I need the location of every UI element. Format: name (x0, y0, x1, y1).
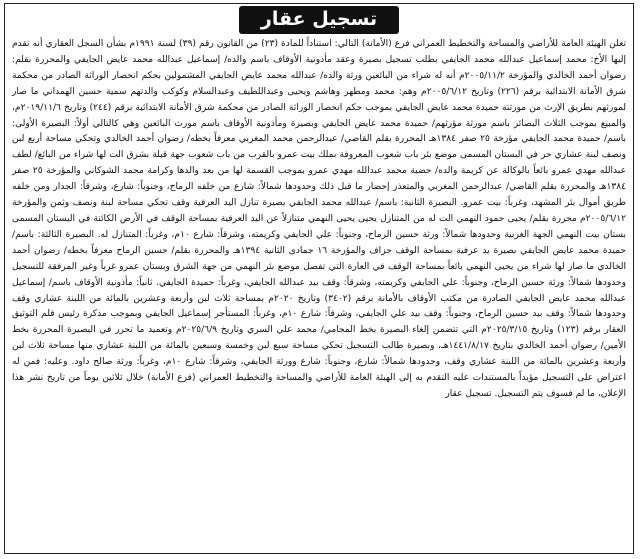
notice-box (4, 3, 634, 554)
notice-body: تعلن الهيئة العامة للأراضي والمساحة والتخطيط العمراني فرع (الأمانة) التالي: استناداً للمادة (٢٣) من القانون رقم (٣٩) لسنة ١٩٩١م بشأن السجل العقاري أنه تقدم إليها الأخ: محمد إسماعيل عبدالله محمد الجايفي بطلب تسجيل بصيرة وعقد مأذونية الأوقاف باسم والده/ إسماعيل عبدالله محمد عايض الجايفي والمحررة بقلم: رضوان أحمد الخالدي والمؤرخة ٢٠٠٥/١١/٢م أنه له شراء من البائعين ورثة والده/ عبدالله محمد عايض الجايفي المشمولين بحكم انحصار الوراثة الصادر من محكمة شرق الأمانة الابتدائية برقم (٢٢٦) وتاريخ ٢٠٠٥/٦/١٢م وهم: محمد ومطهر وهاشم ويحيى وعبداللطيف وعبدالسلام وكوكب والدتهم سمية حسين الهمداني ما صار لمورثهم بطريق الإرث من مورثته حميدة محمد عايض الجايفي بموجب حكم انحصار الوراثة الصادر من محكمة شرق الأمانة الابتدائية برقم (٢٤٤) وتاريخ ٢٠١٩/١١/٦م، والمبيع بموجب الثلاث البصائر باسم مورثة مؤرثهم/ حميدة محمد عايض الجايفي وبصيرة ومأذونية الأوقاف باسم مورث البائعين وهي كالتالي أولاً: البصيرة الأولى: باسم/ حميدة محمد الجايفي مؤرخة ٢٥ صفر ١٣٨٤هـ المحررة بقلم القاضي/ عبدالرحمن محمد المغربي معرفاً بخطه/ رضوان أحمد الخالدي وتحكي مساحة أربع لبن ونصف لبنة عشاري حر في البستان المسمى موضع بئر باب شعوب المعروفة بملك بيت عمرو بالقرب من باب شعوب جهة قبلة بشرق الت لها شراء من البائع/ لطف عبدالله مهدي عمرو بائعاً بالوكالة عن كريمة والده/ حضية محمد عبدالله مهدي عمرو بموجب القسمة لها من بعد والدها وكرامة محمد الشوكاني والمؤرخة ٢٥ صفر ١٣٨٤هـ والمحررة بقلم القاضي/ عبدالرحمن المغربي والمتعذر إحضار ما قبل ذلك وحدودها شمالاً: شارع من خلفه الرماح، وجنوباً: شارع، وشرقاً: الجدار ومن خلفه طريق أموال بئر المشهد، وغرباً: بيت عمرو. البصيرة الثانية: باسم/ عبدالله محمد الجايفي بصيرة تنازل اليد العرفية وقف تحكي مساحة لبنة ونصف وثمن والمؤرخة ٢٠٠٥/٦/١٢م محررة بقلم/ يحيى حمود النهمي الت له من المتنازل يحيى يحيى النهمي متنازلاً عن اليد العرفية بمساحة الوقف في الأرض الكائنة في البستان المسمى بستان بيت النهمي الجهة الغربية وحدودها شمالاً: ورثة حسين الرماح، وجنوباً: علي الجايفي وكريمته، وشرقاً: شارع ١٠م، وغرباً: المتنازل له. البصيرة الثالثة: باسم/ حميدة محمد عايض الجايفي بصيرة يد عرفية بمساحة الوقف جزاف والمؤرخة ١٦ جمادى الثانية ١٣٩٤هـ والمحررة بقلم/ حسين الرماح معرفاً بخطه/ رضوان أحمد الخالدي ما صار لها شراء من يحيى النهمي بائعاً بمساحة الوقف في العارة التي تفصل موضع بئر النهمي من جهة الشرق وبستان عمرو غرباً وغير المرفقة للتسجيل وحدودها شمالاً: ورثة حسين الرماح، وجنوباً: علي الجايفي وكريمته، وشرقاً: وقف بيد عبدالله الجايفي، وغرباً: حميدة الجايفي. ثانياً: مأذونية الأوقاف باسم/ إسماعيل عبدالله محمد عايض الجايفي الصادرة من مكتب الأوقاف بالأمانة برقم (٣٤٠٢) وتاريخ ٢٠٢٠م بمساحة ثلاث لبن وأربعة وعشرين بالمائة من اللبنة عشاري وقف وحدودها شمالاً: وقف بيد حسين الرماح، وجنوباً: وقف بيد علي الجايفي، وشرقاً: شارع ١٠م، وغرباً: المستأجر إسماعيل الجايفي وبموجب مذكرة رئيس قلم التوثيق العقار برقم (١٢٣) وتاريخ ٢٠٢٥/٣/١٥م التي تتضمن إلغاء البصيرة بخط المحامي/ محمد علي السري وتاريخ ٢٠٢٥/٦/٩م وتعميد ما تحرر في البصيرة المحررة بخط الأمين/ رضوان أحمد الخالدي بتاريخ ١٤٤١/٨/١٧هـ، وبصيرة طالب التسجيل تحكي مساحة سبع لبن وخمسة وسبعين بالمائة من اللبنة عشاري منها مساحة ثلاث لبن وأربعة وعشرين بالمائة من اللبنة عشاري وقف، وحدودها شمالاً: شارع، وجنوباً: شارع وورثة الجايفي، وشرقاً: شارع ١٠م، وغرباً: ورثة صالح داود. وعليه: فمن له اعتراض على التسجيل مؤيداً بالمستندات عليه التقدم به إلى الهيئة العامة للأراضي والمساحة والتخطيط العمراني (فرع الأمانة) خلال ثلاثين يوماً من تاريخ نشر هذا الإعلان، ما لم فسوف يتم التسجيل. تسجيل عقار (12, 39, 627, 399)
title-wrap (5, 4, 633, 36)
notice-title: تسجيل عقار (239, 6, 399, 34)
